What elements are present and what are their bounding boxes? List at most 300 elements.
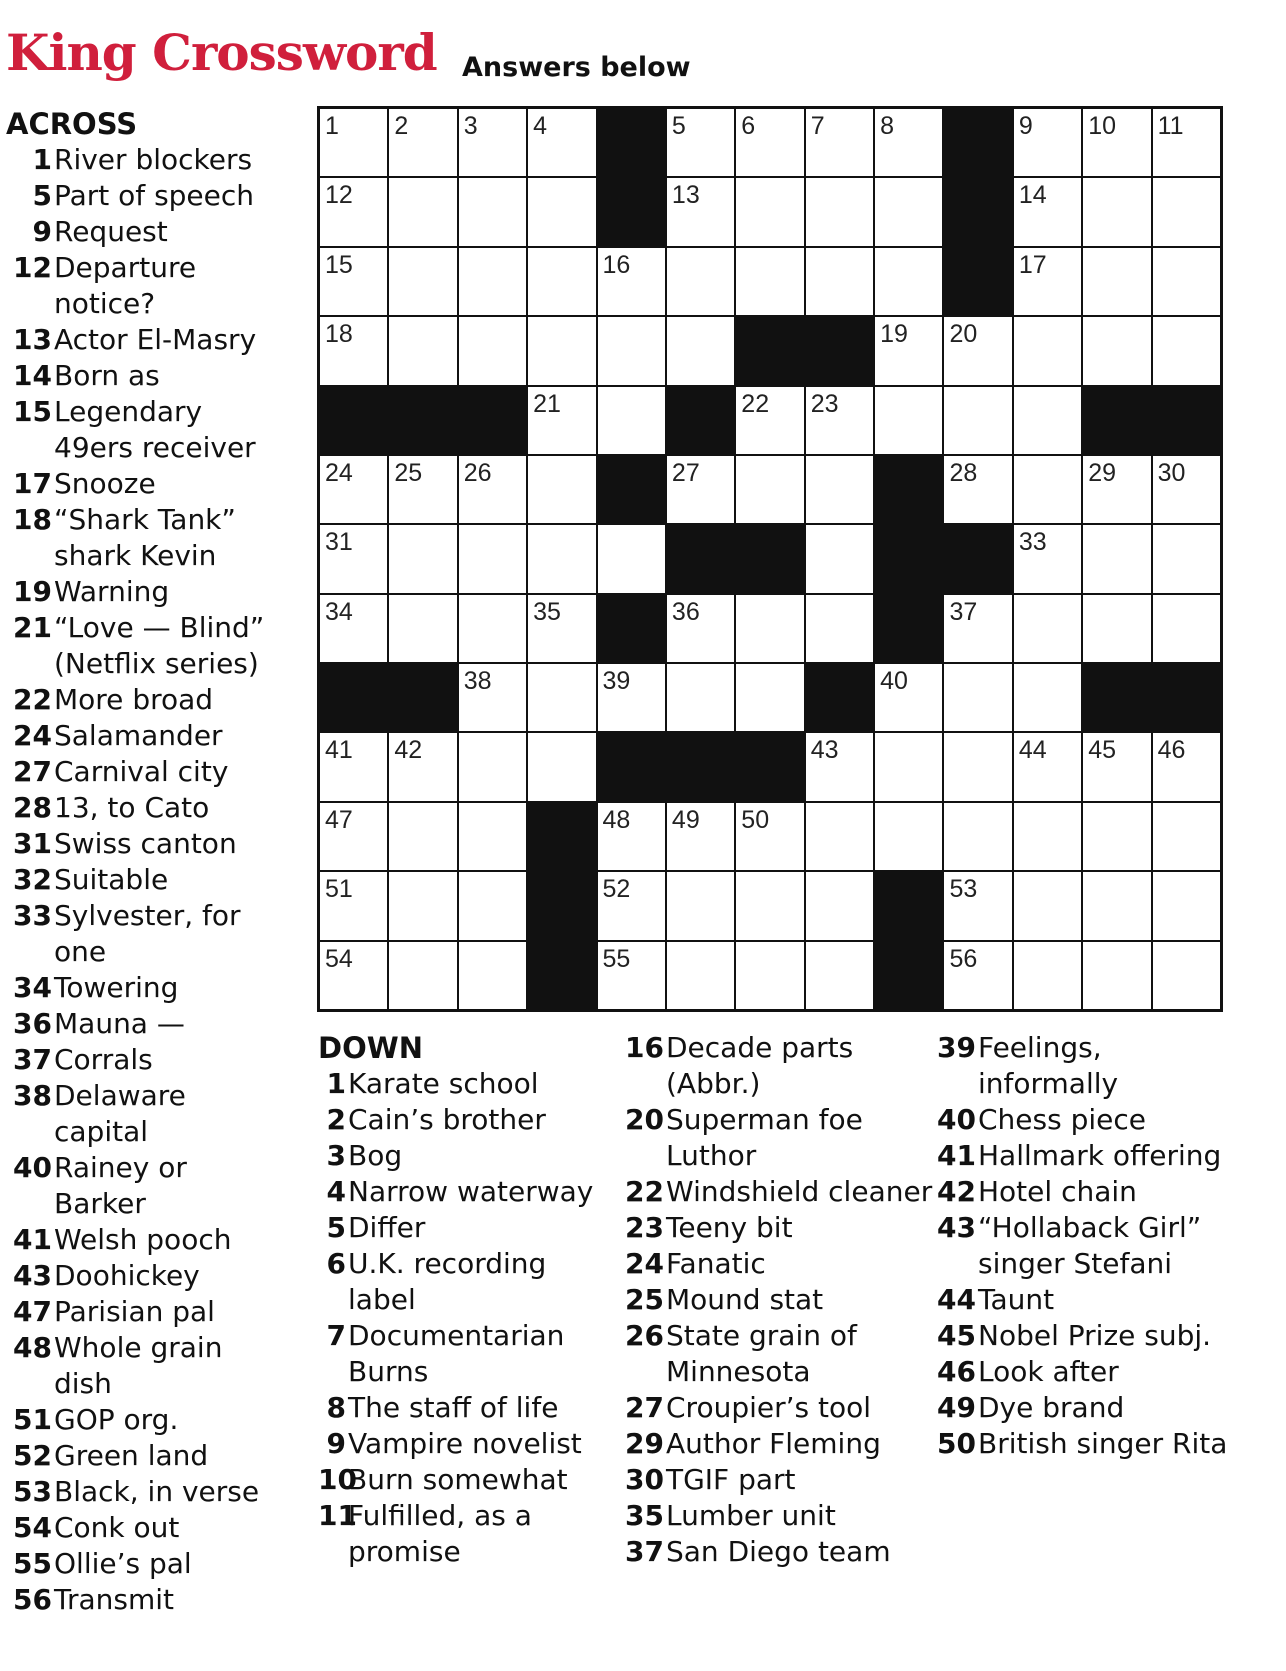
- black-square: [1153, 387, 1220, 454]
- clue-text: The staff of life: [348, 1391, 559, 1424]
- cell-number: 39: [602, 667, 631, 696]
- grid-cell[interactable]: [1014, 733, 1081, 800]
- clue: [6, 1294, 274, 1330]
- grid-cell[interactable]: [1153, 317, 1220, 384]
- black-square: [944, 525, 1011, 592]
- cell-number: 24: [325, 458, 353, 487]
- clue-text: “Shark Tank” shark Kevin: [54, 503, 236, 572]
- grid-cell[interactable]: [1014, 525, 1081, 592]
- grid-cell[interactable]: [875, 387, 942, 454]
- grid-cell[interactable]: [944, 317, 1011, 384]
- down-heading: DOWN: [318, 1031, 423, 1065]
- across-clues: [6, 106, 274, 1618]
- black-square: [875, 525, 942, 592]
- clue: [936, 1354, 1236, 1390]
- clue-text: Look after: [978, 1355, 1119, 1388]
- grid-cell[interactable]: [528, 595, 595, 662]
- clue: [6, 718, 274, 754]
- clue: [6, 250, 274, 322]
- clue-number: 37: [625, 1535, 664, 1568]
- clue-number: 34: [13, 971, 52, 1004]
- clue: [624, 1282, 936, 1318]
- grid-cell[interactable]: [944, 803, 1011, 870]
- grid-cell[interactable]: [389, 733, 456, 800]
- clue-number: 50: [937, 1427, 976, 1460]
- grid-cell[interactable]: [1014, 387, 1081, 454]
- black-square: [598, 595, 665, 662]
- grid-cell[interactable]: [459, 942, 526, 1009]
- cell-number: 35: [533, 597, 561, 626]
- grid-cell[interactable]: [1153, 109, 1220, 176]
- grid-cell[interactable]: [598, 317, 665, 384]
- clue-text: Decade parts (Abbr.): [666, 1031, 854, 1100]
- grid-cell[interactable]: [736, 595, 803, 662]
- grid-cell[interactable]: [320, 178, 387, 245]
- grid-cell[interactable]: [806, 803, 873, 870]
- clue-number: 33: [13, 899, 52, 932]
- grid-cell[interactable]: [667, 456, 734, 523]
- clue-text: Carnival city: [54, 755, 229, 788]
- cell-number: 49: [671, 805, 700, 834]
- clue-text: Vampire novelist: [348, 1427, 582, 1460]
- black-square: [806, 664, 873, 731]
- grid-cell[interactable]: [1014, 664, 1081, 731]
- clue-number: 30: [625, 1463, 664, 1496]
- grid-cell[interactable]: [1014, 178, 1081, 245]
- cell-number: 55: [602, 944, 631, 973]
- clue: [936, 1390, 1236, 1426]
- clue-number: 12: [13, 251, 52, 284]
- grid-cell[interactable]: [806, 178, 873, 245]
- clue-number: 47: [13, 1295, 52, 1328]
- cell-number: 30: [1157, 458, 1186, 487]
- cell-number: 54: [325, 944, 353, 973]
- grid-cell[interactable]: [320, 317, 387, 384]
- clue: [6, 1042, 274, 1078]
- grid-cell[interactable]: [944, 664, 1011, 731]
- grid-cell[interactable]: [1083, 456, 1150, 523]
- grid-cell[interactable]: [875, 733, 942, 800]
- clue: [6, 970, 274, 1006]
- clue-number: 29: [625, 1427, 664, 1460]
- grid-cell[interactable]: [667, 317, 734, 384]
- cell-number: 56: [949, 944, 978, 973]
- clue-text: Chess piece: [978, 1103, 1146, 1136]
- cell-number: 10: [1088, 112, 1117, 140]
- clue-number: 36: [13, 1007, 52, 1040]
- grid-cell[interactable]: [944, 387, 1011, 454]
- clue: [6, 394, 274, 466]
- cell-number: 17: [1018, 250, 1047, 279]
- grid-cell[interactable]: [1153, 733, 1220, 800]
- clue: [624, 1102, 936, 1174]
- grid-cell[interactable]: [389, 317, 456, 384]
- cell-number: 50: [741, 805, 770, 834]
- grid-cell[interactable]: [389, 525, 456, 592]
- clue-text: Hotel chain: [978, 1175, 1137, 1208]
- grid-cell[interactable]: [528, 387, 595, 454]
- black-square: [598, 733, 665, 800]
- grid-cell[interactable]: [1153, 456, 1220, 523]
- clue-text: Differ: [348, 1211, 426, 1244]
- clue-text: Green land: [54, 1439, 209, 1472]
- down-clues-column-1: [318, 1030, 618, 1570]
- clue-number: 56: [13, 1583, 52, 1616]
- clue: [318, 1318, 618, 1390]
- clue: [6, 1150, 274, 1222]
- grid-cell[interactable]: [528, 733, 595, 800]
- grid-cell[interactable]: [528, 664, 595, 731]
- black-square: [320, 387, 387, 454]
- grid-cell[interactable]: [528, 248, 595, 315]
- clue-number: 15: [13, 395, 52, 428]
- grid-cell[interactable]: [389, 872, 456, 939]
- cell-number: 23: [810, 389, 839, 418]
- grid-cell[interactable]: [1153, 178, 1220, 245]
- clue: [936, 1138, 1236, 1174]
- grid-cell[interactable]: [459, 248, 526, 315]
- grid-cell[interactable]: [598, 664, 665, 731]
- clue-number: 39: [937, 1031, 976, 1064]
- clue-text: Taunt: [978, 1283, 1055, 1316]
- grid-cell[interactable]: [1083, 317, 1150, 384]
- grid-cell[interactable]: [875, 178, 942, 245]
- grid-cell[interactable]: [944, 872, 1011, 939]
- clue-text: Burn somewhat: [348, 1463, 568, 1496]
- cell-number: 19: [880, 320, 908, 349]
- clue-number: 10: [318, 1463, 357, 1496]
- grid-cell[interactable]: [459, 525, 526, 592]
- grid-cell[interactable]: [1083, 178, 1150, 245]
- clue: [6, 1222, 274, 1258]
- clue: [318, 1066, 618, 1102]
- grid-cell[interactable]: [1153, 872, 1220, 939]
- down-clues-column-2: [624, 1030, 936, 1570]
- grid-cell[interactable]: [875, 317, 942, 384]
- grid-cell[interactable]: [667, 803, 734, 870]
- grid-cell[interactable]: [459, 664, 526, 731]
- clue-text: Cain’s brother: [348, 1103, 546, 1136]
- grid-cell[interactable]: [806, 872, 873, 939]
- clue: [6, 466, 274, 502]
- clue-number: 9: [326, 1427, 346, 1460]
- grid-cell[interactable]: [1083, 595, 1150, 662]
- clue: [6, 1510, 274, 1546]
- grid-cell[interactable]: [459, 595, 526, 662]
- clue-text: Part of speech: [54, 179, 255, 212]
- clue-number: 51: [13, 1403, 52, 1436]
- clue-number: 8: [326, 1391, 346, 1424]
- clue: [624, 1462, 936, 1498]
- grid-cell[interactable]: [806, 387, 873, 454]
- cell-number: 27: [671, 458, 700, 487]
- grid-cell[interactable]: [389, 942, 456, 1009]
- cell-number: 31: [325, 528, 353, 557]
- grid-cell[interactable]: [320, 733, 387, 800]
- grid-cell[interactable]: [389, 456, 456, 523]
- clue-text: “Hollaback Girl” singer Stefani: [978, 1211, 1202, 1280]
- clue-text: San Diego team: [666, 1535, 891, 1568]
- clue-text: Sylvester, for one: [54, 899, 241, 968]
- grid-cell[interactable]: [1083, 248, 1150, 315]
- grid-cell[interactable]: [459, 317, 526, 384]
- grid-cell[interactable]: [598, 387, 665, 454]
- clue-text: Doohickey: [54, 1259, 200, 1292]
- clue-number: 20: [625, 1103, 664, 1136]
- clue-number: 40: [13, 1151, 52, 1184]
- clue: [624, 1498, 936, 1534]
- grid-cell[interactable]: [1153, 595, 1220, 662]
- grid-cell[interactable]: [1083, 803, 1150, 870]
- clue-number: 19: [13, 575, 52, 608]
- grid-cell[interactable]: [528, 109, 595, 176]
- clue-number: 31: [13, 827, 52, 860]
- grid-cell[interactable]: [736, 872, 803, 939]
- grid-cell[interactable]: [1083, 733, 1150, 800]
- cell-number: 46: [1157, 736, 1186, 765]
- clue-text: Fulfilled, as a promise: [348, 1499, 532, 1568]
- clue-text: Snooze: [54, 467, 156, 500]
- grid-cell[interactable]: [944, 595, 1011, 662]
- grid-cell[interactable]: [806, 456, 873, 523]
- grid-cell[interactable]: [806, 595, 873, 662]
- cell-number: 6: [741, 112, 756, 140]
- clue: [6, 898, 274, 970]
- cell-number: 14: [1018, 181, 1047, 210]
- grid-cell[interactable]: [1014, 317, 1081, 384]
- clue-number: 43: [13, 1259, 52, 1292]
- clue: [936, 1174, 1236, 1210]
- black-square: [389, 387, 456, 454]
- cell-number: 5: [671, 112, 686, 140]
- grid-cell[interactable]: [806, 942, 873, 1009]
- across-heading: ACROSS: [6, 107, 138, 141]
- clue-number: 4: [326, 1175, 346, 1208]
- clue-text: 13, to Cato: [54, 791, 210, 824]
- clue-number: 17: [13, 467, 52, 500]
- grid-cell[interactable]: [1014, 456, 1081, 523]
- grid-cell[interactable]: [389, 595, 456, 662]
- grid-cell[interactable]: [598, 803, 665, 870]
- clue-text: Suitable: [54, 863, 169, 896]
- grid-cell[interactable]: [736, 178, 803, 245]
- clue-number: 45: [937, 1319, 976, 1352]
- grid-cell[interactable]: [320, 803, 387, 870]
- grid-cell[interactable]: [1083, 942, 1150, 1009]
- black-square: [944, 248, 1011, 315]
- grid-cell[interactable]: [806, 525, 873, 592]
- grid-cell[interactable]: [320, 942, 387, 1009]
- grid-cell[interactable]: [598, 525, 665, 592]
- black-square: [875, 872, 942, 939]
- grid-cell[interactable]: [667, 178, 734, 245]
- clue: [6, 1258, 274, 1294]
- cell-number: 34: [325, 597, 353, 626]
- cell-number: 41: [325, 736, 353, 765]
- black-square: [875, 595, 942, 662]
- grid-cell[interactable]: [667, 872, 734, 939]
- cell-number: 43: [810, 736, 839, 765]
- cell-number: 8: [880, 112, 894, 140]
- clue: [936, 1318, 1236, 1354]
- clue: [6, 1006, 274, 1042]
- grid-cell[interactable]: [736, 109, 803, 176]
- grid-cell[interactable]: [1014, 803, 1081, 870]
- grid-cell[interactable]: [1083, 872, 1150, 939]
- clue-number: 13: [13, 323, 52, 356]
- grid-cell[interactable]: [1014, 109, 1081, 176]
- grid-cell[interactable]: [320, 525, 387, 592]
- grid-cell[interactable]: [389, 109, 456, 176]
- grid-cell[interactable]: [528, 178, 595, 245]
- grid-cell[interactable]: [1083, 525, 1150, 592]
- grid-cell[interactable]: [944, 456, 1011, 523]
- grid-cell[interactable]: [459, 178, 526, 245]
- grid-cell[interactable]: [320, 248, 387, 315]
- clue-number: 1: [32, 143, 52, 176]
- clue: [936, 1210, 1236, 1282]
- black-square: [667, 733, 734, 800]
- clue-number: 23: [625, 1211, 664, 1244]
- grid-cell[interactable]: [1014, 872, 1081, 939]
- grid-cell[interactable]: [944, 942, 1011, 1009]
- grid-cell[interactable]: [875, 664, 942, 731]
- clue-text: Warning: [54, 575, 170, 608]
- clue-text: Windshield cleaner: [666, 1175, 933, 1208]
- clue-number: 24: [625, 1247, 664, 1280]
- clue-text: Karate school: [348, 1067, 539, 1100]
- clue-text: Superman foe Luthor: [666, 1103, 863, 1172]
- clue-number: 32: [13, 863, 52, 896]
- clue-number: 41: [937, 1139, 976, 1172]
- grid-cell[interactable]: [1153, 525, 1220, 592]
- black-square: [736, 317, 803, 384]
- clue-text: River blockers: [54, 143, 253, 176]
- clue: [318, 1138, 618, 1174]
- grid-cell[interactable]: [1014, 942, 1081, 1009]
- grid-cell[interactable]: [736, 456, 803, 523]
- grid-cell[interactable]: [736, 248, 803, 315]
- clue-text: Transmit: [54, 1583, 175, 1616]
- clue-number: 44: [937, 1283, 976, 1316]
- cell-number: 36: [671, 597, 700, 626]
- grid-cell[interactable]: [459, 456, 526, 523]
- clue-number: 53: [13, 1475, 52, 1508]
- clue: [6, 610, 274, 682]
- grid-cell[interactable]: [1014, 595, 1081, 662]
- grid-cell[interactable]: [459, 803, 526, 870]
- grid-cell[interactable]: [320, 872, 387, 939]
- clue-text: Author Fleming: [666, 1427, 881, 1460]
- grid-cell[interactable]: [459, 872, 526, 939]
- grid-cell[interactable]: [875, 803, 942, 870]
- grid-cell[interactable]: [1153, 942, 1220, 1009]
- cell-number: 25: [394, 458, 423, 487]
- grid-cell[interactable]: [667, 942, 734, 1009]
- grid-cell[interactable]: [598, 248, 665, 315]
- grid-cell[interactable]: [875, 109, 942, 176]
- grid-cell[interactable]: [667, 248, 734, 315]
- grid-cell[interactable]: [528, 456, 595, 523]
- clue-text: TGIF part: [666, 1463, 796, 1496]
- grid-cell[interactable]: [736, 664, 803, 731]
- clue-text: Conk out: [54, 1511, 180, 1544]
- grid-cell[interactable]: [459, 733, 526, 800]
- black-square: [667, 387, 734, 454]
- grid-cell[interactable]: [1014, 248, 1081, 315]
- cell-number: 38: [463, 667, 492, 696]
- clue-text: Born as: [54, 359, 160, 392]
- black-square: [875, 942, 942, 1009]
- grid-cell[interactable]: [667, 109, 734, 176]
- grid-cell[interactable]: [944, 733, 1011, 800]
- grid-cell[interactable]: [320, 595, 387, 662]
- grid-cell[interactable]: [320, 456, 387, 523]
- clue: [6, 322, 274, 358]
- grid-cell[interactable]: [667, 664, 734, 731]
- clue-text: Bog: [348, 1139, 403, 1172]
- grid-cell[interactable]: [875, 248, 942, 315]
- clue-text: Ollie’s pal: [54, 1547, 192, 1580]
- black-square: [736, 733, 803, 800]
- clue-number: 3: [326, 1139, 346, 1172]
- grid-cell[interactable]: [806, 109, 873, 176]
- clue: [624, 1246, 936, 1282]
- grid-cell[interactable]: [1153, 803, 1220, 870]
- clue-text: Legendary 49ers receiver: [54, 395, 256, 464]
- black-square: [320, 664, 387, 731]
- clue: [936, 1282, 1236, 1318]
- grid-cell[interactable]: [736, 387, 803, 454]
- grid-cell[interactable]: [806, 248, 873, 315]
- clue-text: U.K. recording label: [348, 1247, 547, 1316]
- grid-cell[interactable]: [1153, 248, 1220, 315]
- clue-number: 55: [13, 1547, 52, 1580]
- across-clue-list: [6, 142, 274, 1618]
- grid-cell[interactable]: [459, 109, 526, 176]
- grid-cell[interactable]: [806, 733, 873, 800]
- clue: [318, 1498, 618, 1570]
- black-square: [806, 317, 873, 384]
- cell-number: 13: [671, 181, 700, 210]
- clue: [6, 1582, 274, 1618]
- clue-number: 43: [937, 1211, 976, 1244]
- grid-cell[interactable]: [389, 803, 456, 870]
- grid-cell[interactable]: [528, 525, 595, 592]
- clue-number: 27: [13, 755, 52, 788]
- clue-text: Teeny bit: [666, 1211, 793, 1244]
- cell-number: 22: [741, 389, 770, 418]
- grid-cell[interactable]: [598, 942, 665, 1009]
- grid-cell[interactable]: [528, 317, 595, 384]
- clue: [6, 862, 274, 898]
- black-square: [875, 456, 942, 523]
- clue-text: “Love — Blind” (Netflix series): [54, 611, 265, 680]
- grid-cell[interactable]: [389, 178, 456, 245]
- grid-cell[interactable]: [1083, 109, 1150, 176]
- clue-text: Swiss canton: [54, 827, 237, 860]
- grid-cell[interactable]: [320, 109, 387, 176]
- clue-number: 40: [937, 1103, 976, 1136]
- black-square: [944, 178, 1011, 245]
- clue: [936, 1102, 1236, 1138]
- grid-cell[interactable]: [667, 595, 734, 662]
- grid-cell[interactable]: [389, 248, 456, 315]
- clue-text: Mound stat: [666, 1283, 824, 1316]
- grid-cell[interactable]: [736, 942, 803, 1009]
- grid-cell[interactable]: [736, 803, 803, 870]
- grid-cell[interactable]: [598, 872, 665, 939]
